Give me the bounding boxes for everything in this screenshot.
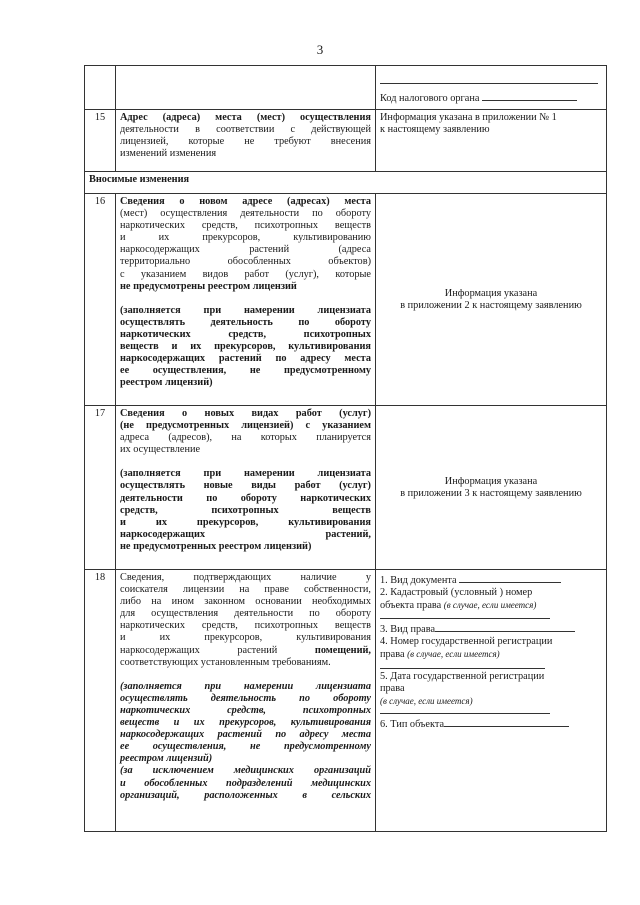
note-line: осуществлять деятельность по обороту: [120, 316, 371, 328]
note-line: наркотических средств, психотропных: [120, 328, 371, 340]
note-line: наркосодержащих растений по адресу места: [120, 353, 371, 365]
reg-date-cont-label: права: [380, 682, 405, 694]
desc-line: не предусмотрены реестром лицензий: [120, 280, 297, 292]
note-line: веществ и их прекурсоров, культивирования: [120, 717, 371, 729]
desc-line: соискателя лицензии на праве собственности,: [120, 584, 371, 596]
cadastral-field[interactable]: [380, 612, 550, 619]
note-line: веществ и их прекурсоров, культивирования: [120, 341, 371, 353]
note-line: осуществлять деятельность по обороту: [120, 692, 371, 704]
doc-type-item: [380, 572, 602, 587]
note-line: средств, психотропных веществ: [120, 504, 371, 516]
note-line: реестром лицензий): [120, 753, 213, 765]
row-value: [376, 406, 607, 570]
desc-line: наркотических средств, психотропных веществ: [120, 220, 371, 232]
object-type-item: [380, 716, 602, 731]
note-line: и их прекурсоров, культивирования: [120, 516, 371, 528]
if-any-note: (в случае, если имеется): [380, 695, 473, 706]
desc-line-bold: помещений,: [314, 644, 372, 656]
section-title: Вносимые изменения: [85, 172, 607, 194]
desc-line: адреса (адресов), на которых планируется: [120, 432, 371, 444]
tax-authority-label: Код налогового органа: [380, 92, 480, 104]
row-value: [376, 194, 607, 406]
row-number-cell: [85, 66, 116, 110]
note-line: наркотических средств, психотропных: [120, 704, 371, 716]
desc-line: их осуществление: [120, 444, 201, 456]
row-description-cell: [116, 66, 376, 110]
row-number: 16: [85, 194, 116, 406]
page-number: 3: [316, 42, 324, 57]
section-header-row: [85, 172, 607, 194]
table-row-16: [85, 194, 607, 406]
desc-line: Сведения о новом адресе (адресах) места: [120, 196, 371, 207]
desc-line: Сведения о новых видах работ (услуг): [120, 408, 371, 419]
desc-line: наркосодержащих растений (адреса: [120, 244, 371, 256]
value-line: Информация указана: [444, 475, 538, 487]
note-line: (заполняется при намерении лицензиата: [120, 680, 371, 692]
note-line: реестром лицензий): [120, 377, 213, 389]
note-line: наркосодержащих растений,: [120, 528, 371, 540]
desc-line: и их прекурсоров, культивированию: [120, 232, 371, 244]
note-line: деятельности по обороту наркотических: [120, 492, 371, 504]
row-number: 18: [85, 570, 116, 832]
desc-line: соответствующих установленным требованиям.: [120, 656, 331, 668]
desc-line: либо на ином законном основании необходимых: [120, 596, 371, 608]
blank-line: [380, 77, 598, 84]
table-row-18: [85, 570, 607, 832]
reg-date-field[interactable]: [380, 707, 550, 714]
value-line: в приложении 2 к настоящему заявлению: [400, 300, 582, 311]
row-description: [116, 194, 376, 406]
row-description: [116, 570, 376, 832]
note-line: не предусмотренных реестром лицензий): [120, 540, 312, 552]
value-line: в приложении 3 к настоящему заявлению: [400, 488, 582, 499]
note-line: ее осуществления, не предусмотренному: [120, 365, 371, 377]
desc-line: (мест) осуществления деятельности по обороту: [120, 208, 371, 220]
note-line: и обособленных подразделений медицинских: [120, 777, 371, 789]
note-line: ее осуществления, не предусмотренному: [120, 741, 371, 753]
desc-line: и их прекурсоров, культивирования: [120, 632, 371, 644]
row-value: [376, 570, 607, 832]
note-line: наркосодержащих растений по адресу места: [120, 729, 371, 741]
object-type-label: 6. Тип объекта: [380, 718, 445, 730]
desc-line: территориально обособленных объектов): [120, 256, 371, 268]
desc-line: наркосодержащих растений: [120, 644, 278, 656]
cadastral-cont: [380, 599, 602, 612]
table-row-top: [85, 66, 607, 110]
if-any-note: (в случае, если имеется): [407, 649, 500, 660]
right-type-field[interactable]: [435, 621, 575, 632]
desc-line: Адрес (адреса) места (мест) осуществления: [120, 112, 371, 123]
tax-authority-field[interactable]: [482, 90, 577, 101]
tax-authority-cell: [376, 66, 607, 110]
desc-line: наркотических средств, психотропных веществ: [120, 620, 371, 632]
note-line: (заполняется при намерении лицензиата: [120, 468, 371, 480]
reg-number-label: 4. Номер государственной регистрации: [380, 636, 553, 648]
desc-line: с указанием видов работ (услуг), которые: [120, 268, 371, 280]
row-description: [116, 110, 376, 172]
reg-number-cont-label: права: [380, 649, 405, 661]
table-row-15: [85, 110, 607, 172]
note-line: организаций, расположенных в сельских: [120, 789, 371, 801]
row-number: 17: [85, 406, 116, 570]
row-number: 15: [85, 110, 116, 172]
note-line: (за исключением медицинских организаций: [120, 765, 371, 777]
doc-type-label: 1. Вид документа: [380, 575, 457, 586]
desc-line: для осуществления деятельности по обороту: [120, 608, 371, 620]
cadastral-cont-label: объекта права: [380, 600, 442, 612]
desc-line: (не предусмотренных лицензией) с указанием: [120, 420, 371, 432]
if-any-note: (в случае, если имеется): [443, 600, 537, 611]
desc-line: лицензией, которые не требуют внесения: [120, 136, 371, 148]
value-line: Информация указана: [444, 287, 538, 299]
desc-line-premises: [120, 645, 371, 657]
right-type-label: 3. Вид права: [380, 624, 436, 636]
reg-number-cont: [380, 648, 602, 661]
row-description: [116, 406, 376, 570]
desc-line: изменений изменения: [120, 148, 217, 160]
cadastral-label: 2. Кадастровый (условный ) номер: [380, 587, 533, 599]
application-table: [84, 65, 607, 832]
right-type-item: [380, 621, 602, 636]
note-line: осуществлять новые виды работ (услуг): [120, 480, 371, 492]
reg-number-field[interactable]: [380, 662, 545, 669]
table-row-17: [85, 406, 607, 570]
reg-date-label: 5. Дата государственной регистрации: [380, 670, 545, 682]
note-line: (заполняется при намерении лицензиата: [120, 304, 371, 316]
value-line: Информация указана в приложении № 1: [380, 112, 557, 123]
row-value: [376, 110, 607, 172]
desc-line: деятельности в соответствии с действующей: [120, 124, 371, 136]
desc-line: Сведения, подтверждающих наличие у: [120, 572, 371, 583]
object-type-field[interactable]: [444, 716, 569, 727]
doc-type-field[interactable]: [459, 572, 561, 583]
value-line: к настоящему заявлению: [380, 124, 490, 136]
